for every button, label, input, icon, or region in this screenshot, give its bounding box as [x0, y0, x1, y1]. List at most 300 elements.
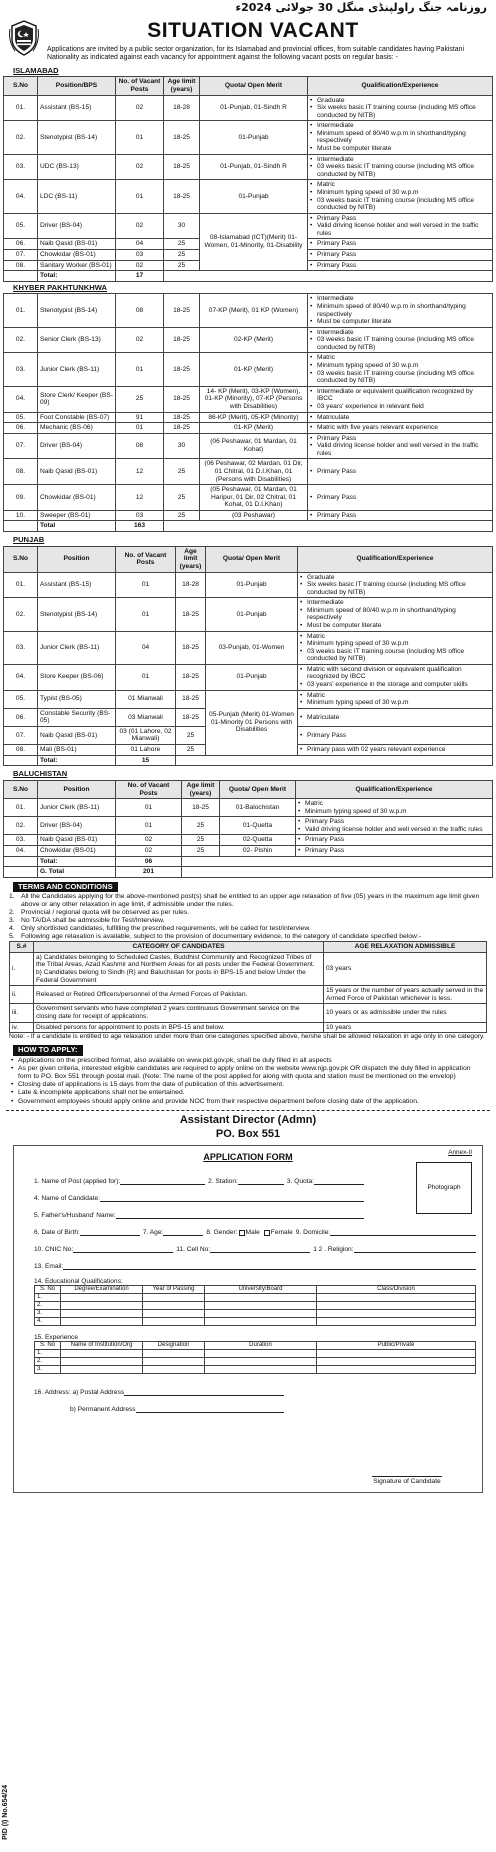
grand-total-label: G. Total — [38, 867, 116, 878]
position-cell: Mechanic (BS-06) — [38, 423, 116, 434]
age-limit-cell: 25 — [164, 260, 200, 271]
position-cell: Junior Clerk (BS-11) — [38, 631, 116, 664]
serial-cell: 03. — [4, 631, 38, 664]
quota-cell: (06 Peshawar, 02 Mardan, 01 Dir, 01 Chitral, 01 D.I.Khan, 01 (Persons with Disabilities) — [200, 459, 308, 485]
quota-cell: 01-Punjab — [206, 598, 298, 631]
qualification-item: • Graduate — [300, 574, 490, 582]
vacant-posts-cell: 01 Lahore — [116, 745, 176, 756]
vacant-posts-cell: 02 — [116, 213, 164, 239]
education-input-cell[interactable] — [317, 1310, 476, 1318]
position-cell: Foot Constable (BS-07) — [38, 412, 116, 423]
column-header: Age limit (years) — [164, 77, 200, 95]
terms-text: Provincial / regional quota will be observed as per rules. — [21, 909, 190, 917]
experience-label: 15. Experience — [34, 1333, 78, 1341]
quota-cell: 02- Pishin — [220, 845, 296, 856]
cell-field[interactable] — [210, 1245, 310, 1253]
terms-text: Only shortlisted candidates, fulfilling the prescribed requirements, will be called for test/interview. — [21, 924, 311, 932]
terms-item — [9, 925, 487, 933]
vacant-posts-cell: 03 (01 Lahore, 02 Mianwali) — [116, 726, 176, 744]
permanent-address-label: b) Permanent Address — [70, 1405, 136, 1413]
age-limit-cell: 25 — [176, 726, 206, 744]
photograph-box[interactable] — [416, 1162, 472, 1214]
qualification-cell — [308, 260, 493, 271]
qualification-item: • Primary pass with 02 years relevant experience — [300, 746, 490, 754]
serial-cell: 06. — [4, 239, 38, 250]
grand-total-row — [4, 867, 493, 878]
form-row-5 — [34, 1202, 364, 1219]
section-title-kp: KHYBER PAKHTUNKHWA — [13, 282, 107, 292]
qualification-cell — [308, 485, 493, 511]
cnic-field[interactable] — [73, 1245, 173, 1253]
qualification-list — [300, 666, 490, 689]
position-cell: Junior Clerk (BS-11) — [38, 353, 116, 386]
education-input-cell[interactable] — [205, 1294, 317, 1302]
apply-item: • Closing date of applications is 15 days from the date of publication of this advertisement. — [11, 1081, 485, 1089]
newspaper-masthead — [3, 0, 493, 17]
age-limit-cell: 18-25 — [164, 327, 200, 353]
column-header: Position — [38, 780, 116, 798]
qualification-item: • Matric with five years relevant experience — [310, 424, 490, 432]
terms-number: 1. — [9, 893, 15, 901]
station-field[interactable] — [238, 1177, 284, 1185]
vacant-posts-cell: 02 — [116, 95, 164, 121]
column-header: Quota/ Open Merit — [200, 77, 308, 95]
age-limit-cell: 30 — [164, 433, 200, 459]
education-input-cell[interactable] — [61, 1302, 143, 1310]
masthead-text: روزنامہ جنگ راولپنڈی منگل 30 جولائی 2024ء — [235, 1, 487, 15]
qualification-item: • Matriculate — [300, 714, 490, 722]
position-cell: Naib Qasid (BS-01) — [38, 239, 116, 250]
experience-input-cell[interactable] — [143, 1366, 205, 1374]
position-cell: Driver (BS-04) — [38, 213, 116, 239]
qualification-item: • Intermediate — [310, 329, 490, 337]
qualification-cell — [308, 510, 493, 521]
vacant-posts-cell: 04 — [116, 239, 164, 250]
qualification-cell — [308, 412, 493, 423]
education-input-cell[interactable] — [317, 1302, 476, 1310]
table-row — [4, 845, 493, 856]
qualification-item: • Matric — [298, 800, 490, 808]
age-limit-cell: 18-25 — [176, 664, 206, 690]
column-header: S. No — [35, 1286, 61, 1294]
serial-cell: 01. — [4, 572, 38, 598]
table-row — [35, 1366, 476, 1374]
position-cell: Stenotypist (BS-14) — [38, 598, 116, 631]
qualification-cell — [298, 598, 493, 631]
form-row-6 — [34, 1219, 476, 1236]
station-label: 2. Station: — [208, 1177, 238, 1185]
table-row — [4, 598, 493, 631]
male-label: Male — [245, 1228, 260, 1236]
form-row-14 — [34, 1270, 476, 1285]
email-field[interactable] — [63, 1262, 476, 1270]
vacant-posts-cell: 12 — [116, 459, 164, 485]
vacant-posts-cell: 02 — [116, 845, 182, 856]
column-header: Name of Institution/Org — [61, 1342, 143, 1350]
pid-reference: PID (I) No.654/24 — [2, 1785, 9, 1840]
qualification-list — [300, 732, 490, 740]
qualification-cell — [296, 799, 493, 817]
serial-cell: 02. — [4, 598, 38, 631]
vacant-posts-cell: 04 — [116, 631, 176, 664]
experience-input-cell[interactable] — [143, 1350, 205, 1358]
table-row — [4, 294, 493, 327]
table-row — [4, 835, 493, 846]
qualification-item: • Primary Pass — [310, 251, 490, 259]
terms-list — [3, 893, 493, 940]
age-limit-cell: 25 — [164, 239, 200, 250]
quota-cell: 07-KP (Merit), 01 KP (Women) — [200, 294, 308, 327]
form-row-4 — [34, 1185, 364, 1202]
terms-item — [9, 933, 487, 941]
qualification-list — [310, 388, 490, 411]
experience-table — [34, 1341, 476, 1374]
vacant-posts-cell: 01 — [116, 121, 164, 154]
state-emblem-icon — [7, 19, 41, 57]
qualification-item: • Must be computer literate — [300, 622, 490, 630]
qualification-cell — [308, 95, 493, 121]
qualification-item: • Primary Pass — [300, 732, 490, 740]
qualification-cell — [308, 353, 493, 386]
qualification-item: • Primary Pass — [310, 435, 490, 443]
qualification-item: • Matric — [300, 633, 490, 641]
table-row — [4, 353, 493, 386]
qualification-cell — [298, 631, 493, 664]
terms-item — [9, 909, 487, 917]
total-label: Total — [38, 521, 116, 532]
table-row — [35, 1318, 476, 1326]
column-header: Degree/Examination — [61, 1286, 143, 1294]
serial-cell: ii. — [10, 986, 34, 1004]
education-input-cell[interactable] — [143, 1310, 205, 1318]
annex-label: Annex-II — [448, 1148, 472, 1156]
dob-field[interactable] — [80, 1228, 140, 1236]
qualification-list — [300, 714, 490, 722]
table-row — [4, 433, 493, 459]
experience-input-cell[interactable] — [143, 1358, 205, 1366]
column-header: No. of Vacant Posts — [116, 546, 176, 572]
serial-cell: 06. — [4, 708, 38, 726]
total-spacer — [164, 521, 493, 532]
terms-item — [9, 893, 487, 909]
table-row — [4, 213, 493, 239]
table-row — [4, 459, 493, 485]
education-input-cell[interactable] — [143, 1302, 205, 1310]
total-spacer — [164, 271, 493, 282]
total-value: 06 — [116, 856, 182, 867]
qualification-list — [310, 97, 490, 120]
table-row — [4, 423, 493, 434]
quota-cell: 01-Punjab — [206, 664, 298, 690]
serial-cell: 07. — [4, 249, 38, 260]
cnic-label: 10. CNIC No: — [34, 1245, 74, 1253]
serial-cell: 05. — [4, 213, 38, 239]
religion-field[interactable] — [354, 1245, 476, 1253]
experience-input-cell[interactable] — [205, 1366, 317, 1374]
qualification-cell — [298, 572, 493, 598]
position-cell: Junior Clerk (BS-11) — [38, 799, 116, 817]
quota-cell: 01-Punjab — [200, 180, 308, 213]
terms-title: TERMS AND CONDITIONS — [13, 882, 118, 893]
apply-item: • Applications on the prescribed format, also available on www.pid.gov.pk, shall be duly filled in all aspects — [11, 1057, 485, 1065]
ad-header — [3, 17, 493, 63]
total-spacer — [4, 856, 38, 867]
quota-cell: (05 Peshawar, 01 Mardan, 01 Haripur, 01 Dir, 02 Chitral, 01 Kohat, 01 D.I.Khan) — [200, 485, 308, 511]
qualification-list — [300, 599, 490, 629]
total-spacer — [4, 521, 38, 532]
qualification-item: • 03 weeks basic IT training course (including MS office conducted by NITB) — [310, 197, 490, 212]
vacant-posts-cell: 25 — [116, 386, 164, 412]
quota-cell: 01-Punjab, 01-Sindh R — [200, 154, 308, 180]
qualification-item: • Valid driving license holder and well versed in the traffic rules — [310, 222, 490, 237]
age-limit-cell: 18-25 — [164, 412, 200, 423]
serial-cell: 08. — [4, 745, 38, 756]
total-value: 163 — [116, 521, 164, 532]
total-label: Total: — [38, 271, 116, 282]
qualification-cell — [308, 180, 493, 213]
category-cell: a) Candidates belonging to Scheduled Castes, Buddhist Community and Recognized Tribes of the Tribal Areas, Azad Kashmir and Northern Areas for all posts under the Federal Government. b) Candidates belong to Sindh (R) and Baluchistan for posts in BPS-15 and below Under the Federal Government — [34, 952, 324, 985]
qualification-item: • Primary Pass — [298, 836, 490, 844]
terms-text: All the Candidates applying for the above-mentioned post(s) shall be entitled to an upper age relaxation of five (05) years in the maximum age limit given above or any other relaxation in age limit, if admissible under the rules. — [21, 893, 480, 909]
footer-line-1: Assistant Director (Admn) — [179, 1114, 317, 1127]
serial-cell: 10. — [4, 510, 38, 521]
column-header: University/Board — [205, 1286, 317, 1294]
qualification-list — [310, 215, 490, 238]
female-checkbox[interactable] — [264, 1230, 270, 1236]
qualification-item: • Matric — [310, 354, 490, 362]
education-input-cell[interactable] — [143, 1294, 205, 1302]
qualification-item: • Matric with second division or equivalent qualification recognized by IBCC — [300, 666, 490, 681]
column-header: S.No — [4, 780, 38, 798]
qualification-item: • Intermediate — [310, 122, 490, 130]
application-form — [13, 1145, 483, 1493]
serial-cell: 07. — [4, 433, 38, 459]
age-limit-cell: 25 — [164, 510, 200, 521]
age-limit-cell: 25 — [182, 817, 220, 835]
section-title-islamabad: ISLAMABAD — [13, 65, 59, 75]
table-row — [4, 180, 493, 213]
position-cell: Assistant (BS-15) — [38, 95, 116, 121]
serial-cell: 2. — [35, 1302, 61, 1310]
postal-address-field[interactable] — [124, 1388, 284, 1396]
education-input-cell[interactable] — [317, 1294, 476, 1302]
education-label: 14. Educational Qualifications: — [34, 1277, 123, 1285]
position-cell: Store Clerk/ Keeper (BS-09) — [38, 386, 116, 412]
qualification-list — [298, 836, 490, 844]
age-limit-cell: 18-25 — [164, 154, 200, 180]
education-input-cell[interactable] — [205, 1310, 317, 1318]
education-input-cell[interactable] — [61, 1310, 143, 1318]
quota-cell: 05-Punjab (Merit) 01-Women 01-Minority 01 Persons with Disabilities — [206, 690, 298, 755]
table-row — [35, 1302, 476, 1310]
vacant-posts-cell: 01 — [116, 817, 182, 835]
position-cell: Sweeper (BS-01) — [38, 510, 116, 521]
column-header: Position/BPS — [38, 77, 116, 95]
ad-intro: Applications are invited by a public sector organization, for its Islamabad and provincial offices, from suitable candidates having Pakistani Nationality as indicated against each vacancy for appointment against the following vacant posts on regular basis: - — [47, 46, 464, 62]
qualification-list — [298, 800, 490, 815]
serial-cell: 4. — [35, 1318, 61, 1326]
qualification-item: • Primary Pass — [310, 240, 490, 248]
total-spacer — [4, 271, 38, 282]
quota-field[interactable] — [314, 1177, 364, 1185]
total-label: Total: — [38, 755, 116, 766]
vacant-posts-cell: 01 — [116, 799, 182, 817]
category-cell: Released or Retired Officers/personnel of the Armed Forces of Pakistan. — [34, 986, 324, 1004]
qualification-list — [300, 633, 490, 663]
qualification-item: • Intermediate or equivalent qualification recognized by IBCC — [310, 388, 490, 403]
quota-cell: 01-KP (Merit) — [200, 353, 308, 386]
qualification-item: • Minimum typing speed of 30 w.p.m — [310, 362, 490, 370]
vacant-posts-cell: 01 Mianwali — [116, 690, 176, 708]
age-limit-cell: 25 — [176, 745, 206, 756]
position-cell: Driver (BS-04) — [38, 433, 116, 459]
qualification-cell — [308, 121, 493, 154]
domicile-field[interactable] — [330, 1228, 476, 1236]
age-limit-cell: 18-25 — [164, 294, 200, 327]
position-cell: Driver (BS-04) — [38, 817, 116, 835]
vacant-posts-cell: 01 — [116, 180, 164, 213]
qualification-item: • Minimum typing speed of 30 w.p.m — [300, 640, 490, 648]
experience-input-cell[interactable] — [317, 1366, 476, 1374]
total-spacer — [182, 856, 493, 867]
education-input-cell[interactable] — [205, 1302, 317, 1310]
total-row — [4, 521, 493, 532]
qualification-cell — [308, 249, 493, 260]
age-field[interactable] — [163, 1228, 203, 1236]
serial-cell: 01. — [4, 294, 38, 327]
footer-address — [3, 1114, 493, 1142]
column-header: Quota/ Open Merit — [206, 546, 298, 572]
qualification-cell — [296, 817, 493, 835]
male-checkbox[interactable] — [239, 1230, 245, 1236]
position-cell: UDC (BS-13) — [38, 154, 116, 180]
total-value: 17 — [116, 271, 164, 282]
relaxation-cell: 10 years — [324, 1022, 487, 1033]
total-row — [4, 271, 493, 282]
qualification-cell — [308, 459, 493, 485]
column-header: Year of Passing — [143, 1286, 205, 1294]
qualification-item: • Minimum speed of 80/40 w.p.m in shorthand/typing respectively — [310, 303, 490, 318]
serial-cell: 1. — [35, 1294, 61, 1302]
form-row-16b — [34, 1396, 284, 1413]
post-field[interactable] — [120, 1177, 205, 1185]
vacant-posts-cell: 01 — [116, 353, 164, 386]
terms-number: 5. — [9, 932, 15, 940]
qualification-cell — [298, 664, 493, 690]
qualification-item: • Primary Pass — [298, 847, 490, 855]
form-row-15 — [34, 1326, 476, 1341]
table-row — [4, 412, 493, 423]
education-input-cell[interactable] — [61, 1294, 143, 1302]
age-limit-cell: 30 — [164, 213, 200, 239]
qualification-list — [310, 424, 490, 432]
table-row — [10, 1022, 487, 1033]
candidate-name-label: 4. Name of Candidate: — [34, 1194, 100, 1202]
experience-input-cell[interactable] — [61, 1358, 143, 1366]
vacancy-table-kp — [3, 293, 493, 532]
qualification-cell — [308, 154, 493, 180]
form-row-13 — [34, 1253, 476, 1270]
position-cell: Senior Clerk (BS-13) — [38, 327, 116, 353]
education-input-cell[interactable] — [61, 1318, 143, 1326]
education-input-cell[interactable] — [143, 1318, 205, 1326]
divider — [6, 1110, 490, 1111]
vacant-posts-cell: 01 — [116, 598, 176, 631]
quota-label: 3. Quota: — [286, 1177, 314, 1185]
experience-input-cell[interactable] — [61, 1366, 143, 1374]
terms-number: 4. — [9, 924, 15, 932]
table-row — [35, 1358, 476, 1366]
table-row — [4, 95, 493, 121]
serial-cell: 2. — [35, 1358, 61, 1366]
candidate-name-field[interactable] — [100, 1194, 364, 1202]
qualification-item: • Six weeks basic IT training course (including MS office conducted by NITB) — [310, 104, 490, 119]
table-row — [35, 1310, 476, 1318]
qualification-list — [298, 818, 490, 833]
experience-input-cell[interactable] — [61, 1350, 143, 1358]
age-limit-cell: 18-25 — [176, 708, 206, 726]
quota-cell: 01-Punjab — [200, 121, 308, 154]
table-row — [10, 952, 487, 985]
qualification-list — [310, 251, 490, 259]
table-row — [10, 1004, 487, 1022]
quota-cell: (06 Peshawar, 01 Mardan, 01 Kohat) — [200, 433, 308, 459]
qualification-item: • Six weeks basic IT training course (including MS office conducted by NITB) — [300, 581, 490, 596]
quota-cell: 03-Punjab, 01-Women — [206, 631, 298, 664]
apply-item: • Late & incomplete applications shall not be entertained. — [11, 1089, 485, 1097]
qualification-cell — [296, 845, 493, 856]
position-cell: Stenotypist (BS-14) — [38, 121, 116, 154]
table-row — [4, 510, 493, 521]
vacant-posts-cell: 02 — [116, 260, 164, 271]
gender-label: 8. Gender: — [206, 1228, 238, 1236]
vacancy-table-punjab — [3, 546, 493, 766]
age-limit-cell: 18-25 — [164, 386, 200, 412]
column-header: S.No — [4, 77, 38, 95]
age-limit-cell: 25 — [164, 485, 200, 511]
experience-input-cell[interactable] — [317, 1350, 476, 1358]
serial-cell: i. — [10, 952, 34, 985]
age-limit-cell: 25 — [182, 835, 220, 846]
education-input-cell[interactable] — [205, 1318, 317, 1326]
permanent-address-field[interactable] — [136, 1405, 284, 1413]
qualification-item: • Matric — [310, 181, 490, 189]
age-limit-cell: 18-25 — [164, 180, 200, 213]
experience-input-cell[interactable] — [205, 1358, 317, 1366]
table-row — [4, 690, 493, 708]
qualification-cell — [296, 835, 493, 846]
father-name-field[interactable] — [116, 1211, 364, 1219]
column-header: Designation — [143, 1342, 205, 1350]
qualification-item: • Matric — [300, 692, 490, 700]
column-header: Age limit (years) — [182, 780, 220, 798]
grand-total-value: 201 — [116, 867, 182, 878]
qualification-item: • Minimum typing speed of 30 w.p.m — [298, 808, 490, 816]
relaxation-cell: 15 years or the number of years actually served in the Armed Force of Pakistan whichever is less. — [324, 986, 487, 1004]
age-limit-cell: 25 — [164, 249, 200, 260]
qualification-cell — [298, 745, 493, 756]
column-header: Position — [38, 546, 116, 572]
serial-cell: 03. — [4, 835, 38, 846]
qualification-cell — [308, 239, 493, 250]
column-header: Qualification/Experience — [308, 77, 493, 95]
vacant-posts-cell: 01 — [116, 572, 176, 598]
experience-input-cell[interactable] — [317, 1358, 476, 1366]
experience-input-cell[interactable] — [205, 1350, 317, 1358]
qualification-item: • 03 weeks basic IT training course (including MS office conducted by NITB) — [310, 370, 490, 385]
quota-cell: (03 Peshawar) — [200, 510, 308, 521]
education-input-cell[interactable] — [317, 1318, 476, 1326]
